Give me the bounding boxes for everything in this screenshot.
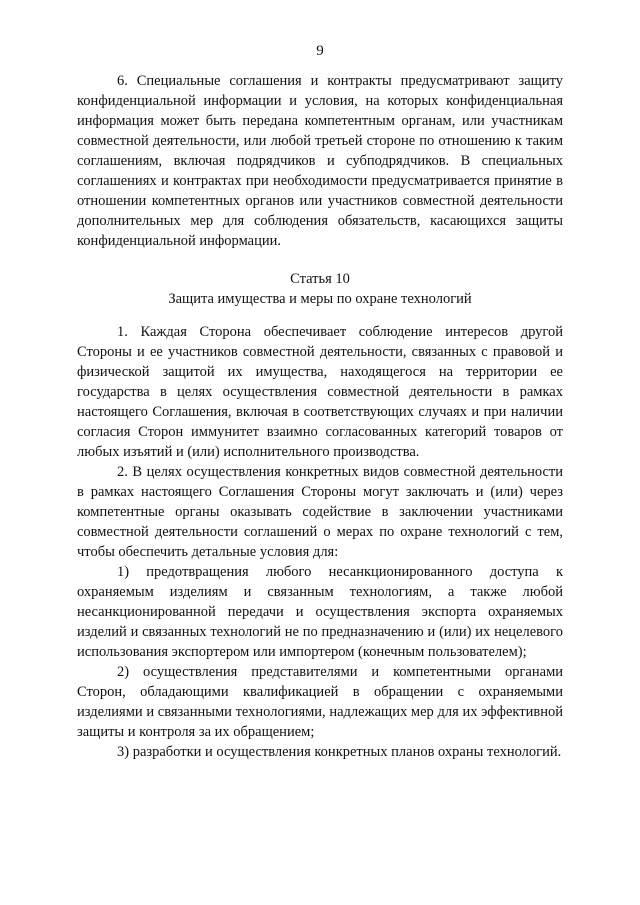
- article-title: Защита имущества и меры по охране технологий: [168, 291, 472, 307]
- article-paragraph: 1. Каждая Сторона обеспечивает соблюдение интересов другой Стороны и ее участников совместной деятельности, связанных с правовой и физической защитой их имущества, находящегося на территории ее государства в целях осуществления совместной деятельности в рамках настоящего Соглашения, включая в соответствующих случаях и при наличии согласия Сторон иммунитет взаимно согласованных категорий товаров от любых изъятий и (или) исполнительного производства.: [77, 324, 563, 460]
- article-list-item: 3) разработки и осуществления конкретных планов охраны технологий.: [117, 744, 562, 760]
- page-number: 9: [316, 43, 324, 59]
- article-number: Статья 10: [290, 271, 350, 287]
- paragraph-6: 6. Специальные соглашения и контракты предусматривают защиту конфиденциальной информации и условия, на которых конфиденциальная информация может быть передана компетентным органам, или участникам совместной деятельности, или любой третьей стороне по отношению к таким соглашениям, включая подрядчиков и субподрядчиков. В специальных соглашениях и контрактах при необходимости предусматривается принятие в отношении компетентных органов или участников совместной деятельности дополнительных мер для соблюдения обязательств, касающихся защиты конфиденциальной информации.: [77, 73, 563, 249]
- article-list-item: 1) предотвращения любого несанкционированного доступа к охраняемым изделиям и связанным технологиям, а также любой несанкционированной передачи и осуществления экспорта охраняемых изделий и связанных технологий не по предназначению и (или) их нецелевого использования экспортером или импортером (конечным пользователем);: [77, 564, 563, 660]
- article-paragraph: 2. В целях осуществления конкретных видов совместной деятельности в рамках настоящего Соглашения Стороны могут заключать и (или) через компетентные органы оказывать содействие в заключении участниками совместной деятельности соглашений о мерах по охране технологий с тем, чтобы обеспечить детальные условия для:: [77, 464, 563, 560]
- article-body: [77, 322, 563, 762]
- intro-section: [77, 71, 563, 251]
- article-10: [77, 269, 563, 309]
- article-list-item: 2) осуществления представителями и компетентными органами Сторон, обладающими квалификацией в обращении с охраняемыми изделиями и связанными технологиями, надлежащих мер для их эффективной защиты и контроля за их обращением;: [77, 664, 563, 740]
